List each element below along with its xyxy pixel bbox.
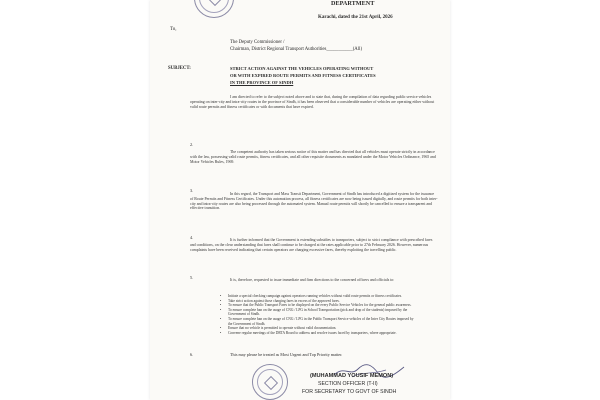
paragraph-number-6: 6. bbox=[190, 352, 194, 357]
to-label: To, bbox=[170, 27, 177, 32]
document-page bbox=[150, 0, 450, 400]
paragraph-2: The competent authority has taken serious notice of this matter and has directed that all vehicles must operate strictly in accordance with the law, possessing valid route permits, fitness certificates, and all other requisite documents as mandated under the Motor Vehicles Ordinance, 1965 and Motor Vehicles Rules, 1969. bbox=[190, 150, 436, 164]
subject-line-1: STRICT ACTION AGAINST THE VEHICLES OPERATING WITHOUT bbox=[230, 66, 374, 71]
list-item: • Take strict action against those charging fares in excess of the approved fares. bbox=[218, 299, 418, 304]
addressee-line-1: The Deputy Commissioner / bbox=[230, 40, 285, 45]
paragraph-number-3: 3. bbox=[190, 188, 194, 193]
list-item: • Ensure that no vehicle is permitted to operate without valid documentation. bbox=[218, 326, 418, 331]
official-stamp bbox=[252, 364, 288, 400]
signatory-for-line: FOR SECRETARY TO GOVT OF SINDH bbox=[302, 389, 397, 395]
subject-line-2: OR WITH EXPIRED ROUTE PERMITS AND FITNESS CERTIFICATES bbox=[230, 73, 376, 78]
paragraph-4: It is further informed that the Government is extending subsidies to transporters, subject to strict compliance with prescribed fares and conditions, on the clear understanding that fares shall continue to be charged at the rates applicable prior to 27th February 2026. However, numerous complaints have been received indicating that certain operators are charging excessive fares, thereby exploiting the travelling public. bbox=[190, 238, 433, 252]
paragraph-5: It is, therefore, requested to issue immediate and firm directions to the concerned officers and officials to: bbox=[230, 278, 395, 282]
paragraph-3: In this regard, the Transport and Mass Transit Department, Government of Sindh has introduced a digitized system for the issuance of Route Permits and Fitness Certificates. Under this automation process, all fitness certificates are now being issued digitally, and route permits for both inter-city and intra-city routes are also being processed through the automated system. Manual route permits will shortly be cancelled to ensure a transparent and effective transition. bbox=[190, 192, 438, 211]
department-heading: DEPARTMENT bbox=[331, 0, 375, 7]
list-item: • Convene regular meetings of the DRTA Board to address and resolve issues faced by transporters, where appropriate. bbox=[218, 331, 418, 336]
list-item: • To ensure that the Public Transport Fares to be displayed on the every Public Service Vehicles for the general public awareness. bbox=[218, 303, 418, 308]
paragraph-number-5: 5. bbox=[190, 275, 194, 280]
subject-label: SUBJECT: bbox=[168, 66, 191, 71]
paragraph-1: I am directed to refer to the subject noted above and to state that, during the compilation of data regarding public service vehicles operating on inter-city and intra-city routes in the province of Sindh, it has been observed that a considerable number of vehicles are operating either without valid route permits and fitness certificates or with documents that have expired. bbox=[190, 95, 435, 109]
signatory-name: (MUHAMMAD YOUSIF MEMON) bbox=[310, 373, 394, 379]
paragraph-6: This may please be treated as Most Urgent and Top Priority matter. bbox=[230, 352, 343, 357]
addressee-line-2: Chairman, District Regional Transport Authorities___________(All) bbox=[230, 47, 363, 52]
list-item: • To ensure complete ban on the usage of CNG / LPG in School Transportation (pick and drop of the students) imposed by the Government of Sindh. bbox=[218, 308, 418, 317]
directions-list bbox=[218, 294, 418, 335]
paragraph-number-2: 2. bbox=[190, 142, 194, 147]
paragraph-number-4: 4. bbox=[190, 235, 194, 240]
list-item: • Initiate a special checking campaign against operators running vehicles without valid route permits or fitness certificates. bbox=[218, 294, 418, 299]
place-date: Karachi, dated the 21st April, 2026 bbox=[318, 15, 393, 20]
list-item: • To ensure complete ban on the usage of CNG / LPG in the Public Transport Service vehicles of the Inter City Routes imposed by the Government of Sindh. bbox=[218, 317, 418, 326]
subject-line-3: IN THE PROVINCE OF SINDH bbox=[230, 80, 294, 85]
signatory-designation: SECTION OFFICER (T-II) bbox=[318, 381, 378, 387]
government-seal bbox=[194, 0, 234, 18]
